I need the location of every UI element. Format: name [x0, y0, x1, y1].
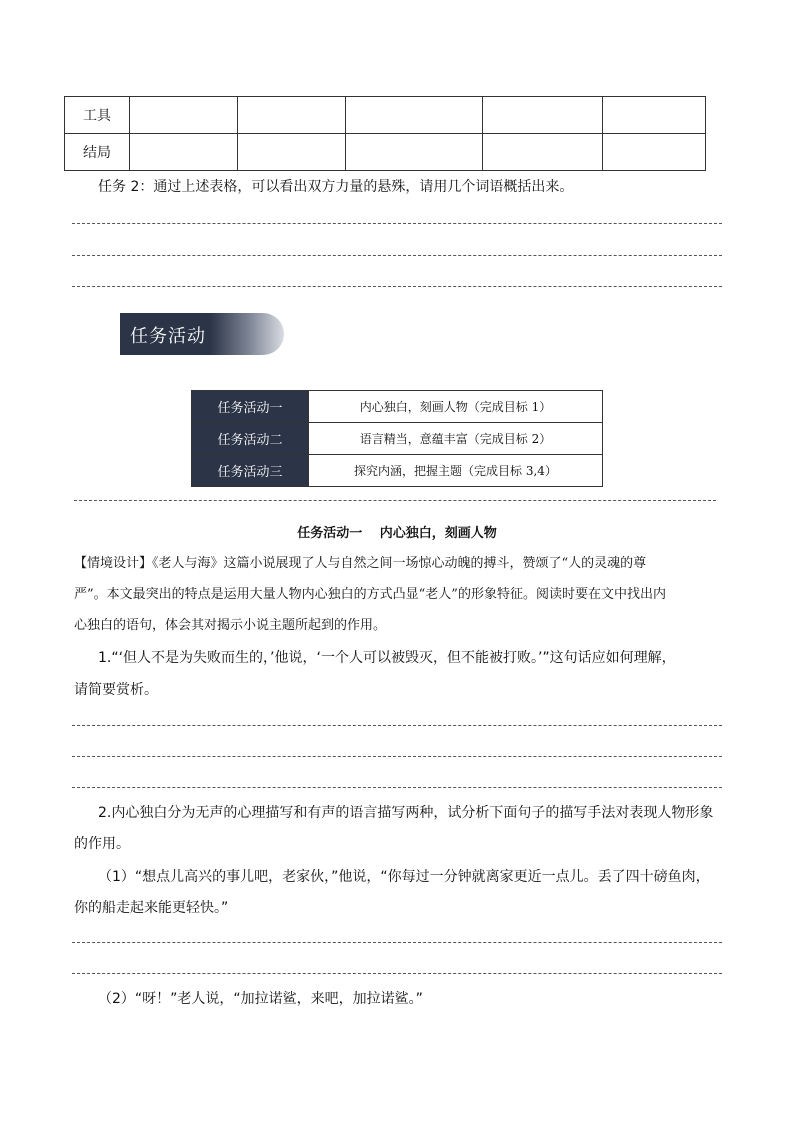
answer-line [72, 942, 722, 943]
table-cell [603, 97, 706, 134]
row-label-tools: 工具 [65, 97, 130, 134]
table-cell [130, 134, 238, 171]
activity-desc: 内心独白，刻画人物（完成目标 1） [309, 391, 603, 423]
table-cell [346, 97, 483, 134]
section-divider [74, 500, 716, 501]
table-cell [483, 97, 603, 134]
question-2-1: 你的船走起来能更轻快。” [74, 900, 229, 916]
question-1: 1.“‘但人不是为失败而生的，’他说，‘一个人可以被毁灭，但不能被打败。’”这句话应如何理解， [98, 650, 676, 666]
table-cell [238, 97, 346, 134]
activity-desc: 探究内涵，把握主题（完成目标 3,4） [309, 455, 603, 487]
question-2-2: （2）“呀！”老人说，“加拉诺鲨，来吧，加拉诺鲨。” [98, 991, 423, 1007]
intro-text: 【情境设计】《老人与海》这篇小说展现了人与自然之间一场惊心动魄的搏斗，赞颂了“人的灵魂的尊 [74, 556, 647, 571]
answer-line [72, 223, 722, 224]
activity-name: 任务活动二 [192, 423, 309, 455]
table-row [192, 455, 603, 487]
question-2: 2.内心独白分为无声的心理描写和有声的语言描写两种，试分析下面句子的描写手法对表现人物形象 [98, 805, 714, 821]
comparison-table [64, 96, 706, 171]
activity-desc: 语言精当，意蕴丰富（完成目标 2） [309, 423, 603, 455]
task-activity-banner [120, 313, 284, 355]
section-title: 任务活动一 内心独白，刻画人物 [297, 526, 497, 541]
table-cell [238, 134, 346, 171]
table-row [192, 423, 603, 455]
task2-prompt: 任务 2：通过上述表格，可以看出双方力量的悬殊，请用几个词语概括出来。 [98, 179, 574, 195]
table-row [192, 391, 603, 423]
question-1: 请简要赏析。 [74, 682, 158, 698]
banner-label: 任务活动 [130, 326, 206, 347]
row-label-ending: 结局 [65, 134, 130, 171]
question-2-1: （1）“想点儿高兴的事儿吧，老家伙，”他说，“你每过一分钟就离家更近一点儿。丢了四十磅鱼肉， [98, 869, 710, 885]
activity-name: 任务活动一 [192, 391, 309, 423]
answer-line [72, 725, 722, 726]
answer-line [72, 286, 722, 287]
intro-text: 严”。本文最突出的特点是运用大量人物内心独白的方式凸显“老人”的形象特征。阅读时要在文中找出内 [74, 587, 666, 602]
activity-table [191, 390, 603, 487]
table-row [65, 97, 706, 134]
answer-line [72, 255, 722, 256]
table-cell [346, 134, 483, 171]
question-2: 的作用。 [74, 836, 130, 852]
table-cell [483, 134, 603, 171]
activity-name: 任务活动三 [192, 455, 309, 487]
intro-text: 心独白的语句，体会其对揭示小说主题所起到的作用。 [74, 618, 387, 633]
table-cell [130, 97, 238, 134]
table-row [65, 134, 706, 171]
answer-line [72, 973, 722, 974]
answer-line [72, 756, 722, 757]
answer-line [72, 787, 722, 788]
table-cell [603, 134, 706, 171]
